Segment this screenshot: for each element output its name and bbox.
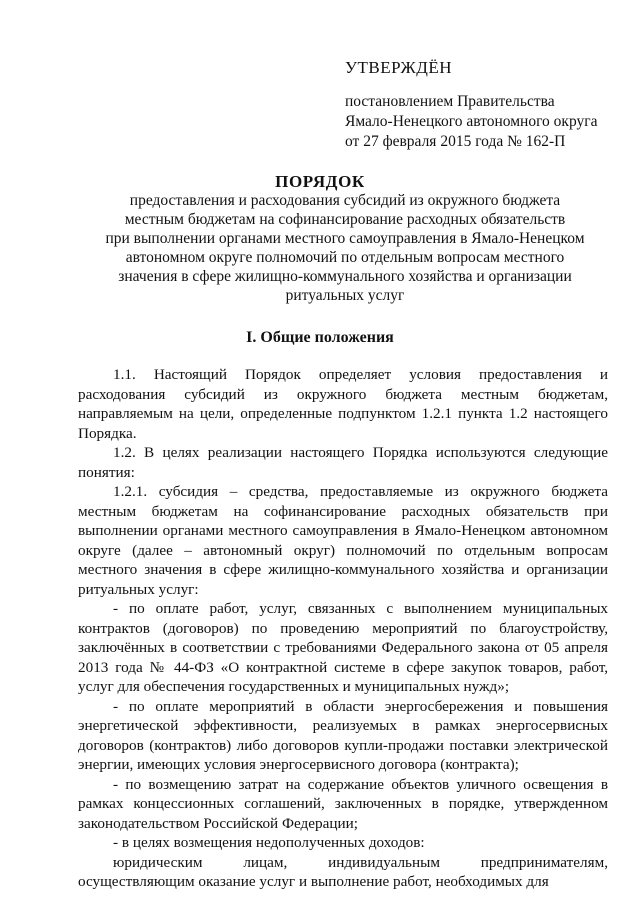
document-title: ПОРЯДОК <box>275 172 365 191</box>
approval-line: постановлением Правительства <box>345 93 555 110</box>
paragraph: юридическим лицам, индивидуальным предпринимателям, осуществляющим оказание услуг и выполнение работ, необходимых для <box>78 853 608 890</box>
paragraph: - в целях возмещения недополученных доходов: <box>113 834 425 851</box>
paragraph: 1.1. Настоящий Порядок определяет условия предоставления и расходования субсидий из окружного бюджета местным бюджетам, направляемым на цели, определенные подпунктом 1.2.1 пункта 1.2 настоящего Порядка. <box>78 366 608 442</box>
approval-line: от 27 февраля 2015 года № 162-П <box>345 133 566 150</box>
approval-heading: УТВЕРЖДЁН <box>345 58 452 77</box>
paragraph: - по возмещению затрат на содержание объектов уличного освещения в рамках концессионных соглашений, заключенных в порядке, утвержденном законодательством Российской Федерации; <box>78 775 608 832</box>
subtitle-line: предоставления и расходования субсидий из окружного бюджета <box>129 192 561 209</box>
paragraph: 1.2. В целях реализации настоящего Порядка используются следующие понятия: <box>78 444 608 481</box>
document-subtitle <box>100 191 590 305</box>
subtitle-line: ритуальных услуг <box>285 287 405 304</box>
paragraph: - по оплате мероприятий в области энергосбережения и повышения энергетической эффективности, реализуемых в рамках энергосервисных договоров (контрактов) либо договоров купли-продажи поставки электрической энергии, имеющих условия энергосервисного договора (контракта); <box>78 697 608 773</box>
subtitle-line: местным бюджетам на софинансирование расходных обязательств <box>124 211 566 228</box>
section-title: I. Общие положения <box>246 329 394 346</box>
paragraph: - по оплате работ, услуг, связанных с выполнением муниципальных контрактов (договоров) по проведению мероприятий по благоустройству, заключённых в соответствии с требованиями Федерального закона от 05 апреля 2013 года № 44-ФЗ «О контрактной системе в сфере закупок товаров, работ, услуг для обеспечения государственных и муниципальных нужд»; <box>78 600 608 695</box>
subtitle-line: значения в сфере жилищно-коммунального хозяйства и организации <box>118 268 572 285</box>
paragraph: 1.2.1. субсидия – средства, предоставляемые из окружного бюджета местным бюджетам на софинансирование расходных обязательств при выполнении органами местного самоуправления в Ямало-Ненецком автономном округе (далее – автономный округ) полномочий по отдельным вопросам местного значения в сфере жилищно-коммунального хозяйства и организации ритуальных услуг: <box>78 483 608 598</box>
document-body <box>78 365 608 892</box>
approval-stamp <box>345 58 597 152</box>
approval-line: Ямало-Ненецкого автономного округа <box>345 113 598 130</box>
subtitle-line: автономном округе полномочий по отдельным вопросам местного <box>125 249 565 266</box>
subtitle-line: при выполнении органами местного самоуправления в Ямало-Ненецком <box>105 230 585 247</box>
